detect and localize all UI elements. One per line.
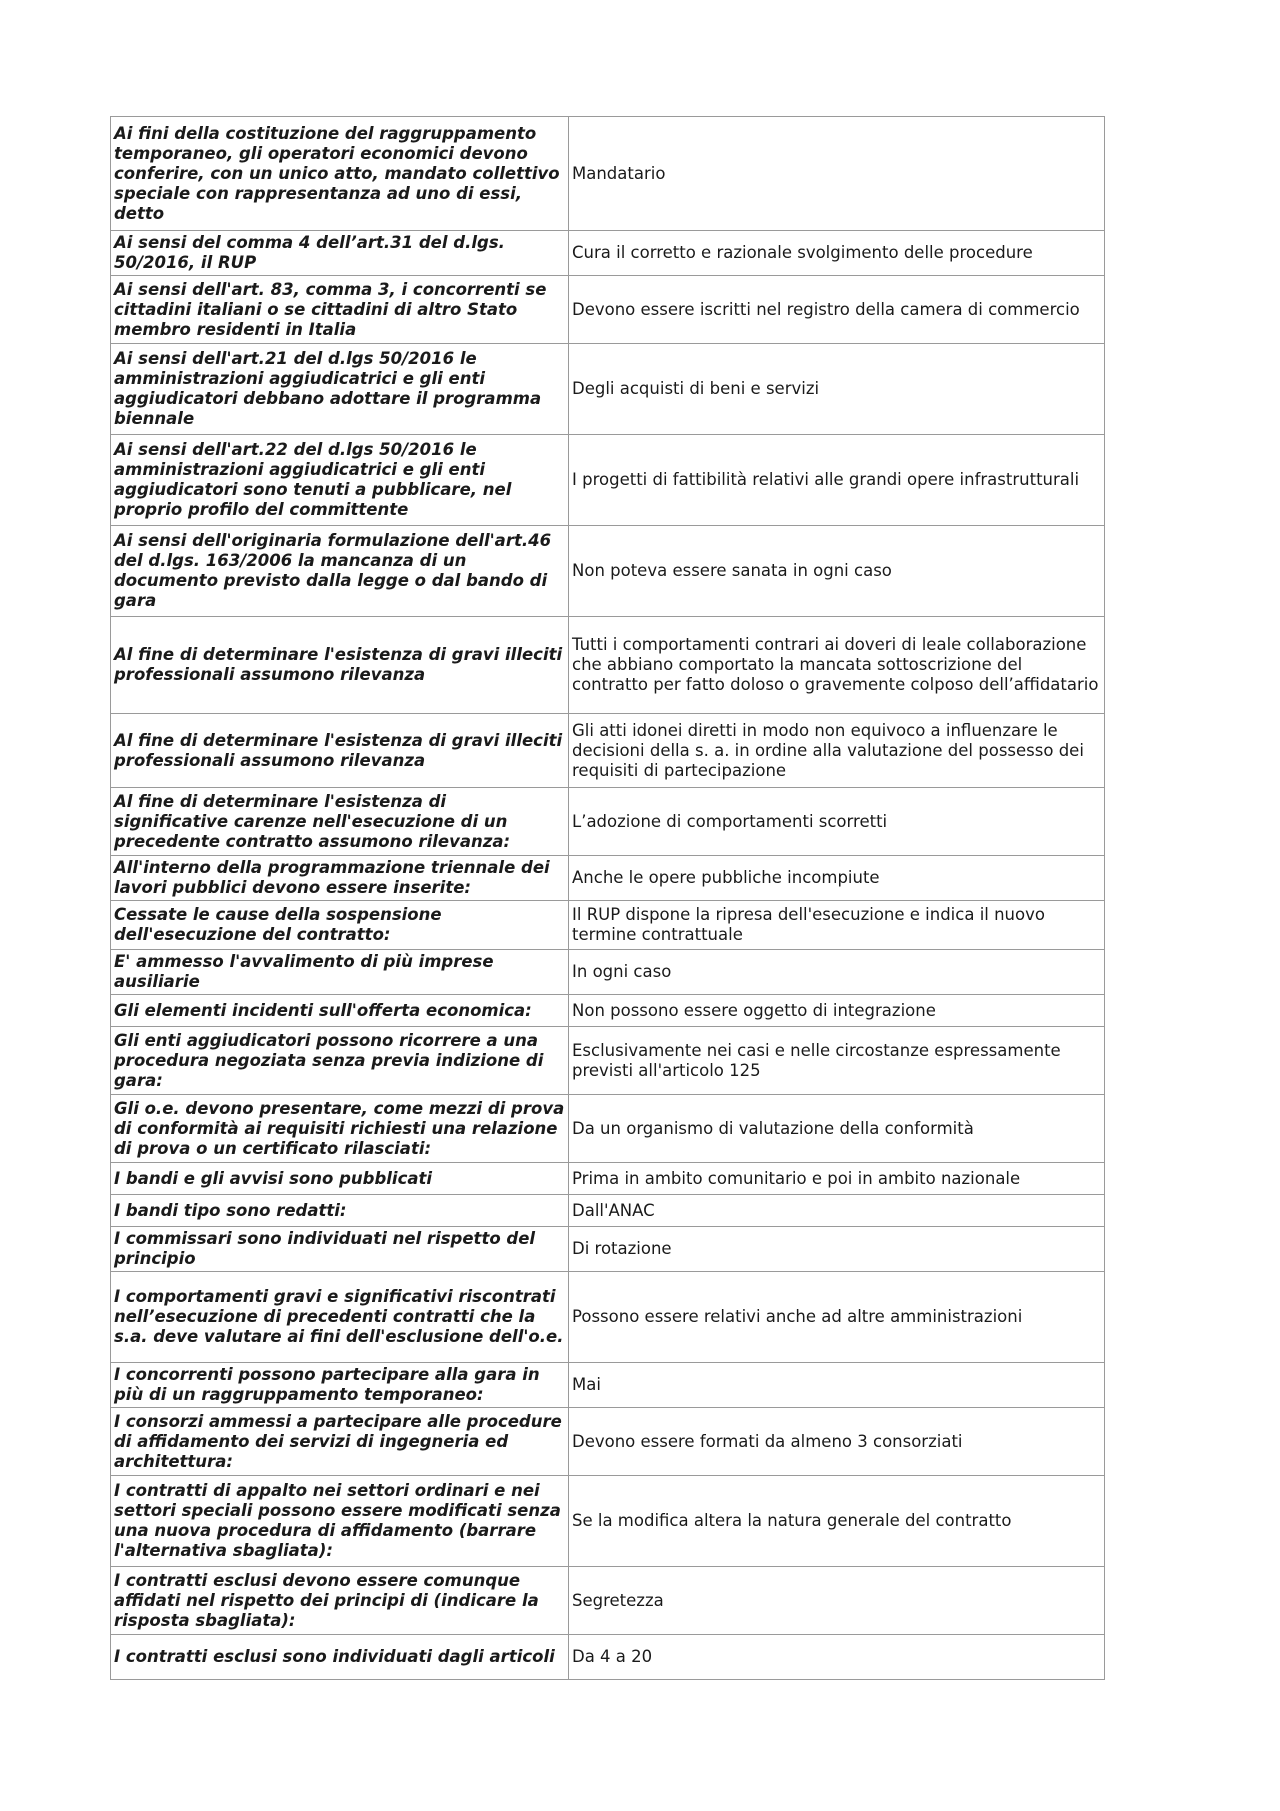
table-row: [111, 526, 1105, 617]
answer-cell: Devono essere formati da almeno 3 consorziati: [569, 1408, 1105, 1476]
answer-cell: Il RUP dispone la ripresa dell'esecuzione e indica il nuovo termine contrattuale: [569, 901, 1105, 950]
question-cell: I comportamenti gravi e significativi riscontrati nell’esecuzione di precedenti contratti che la s.a. deve valutare ai fini dell'esclusione dell'o.e.: [111, 1272, 569, 1363]
answer-cell: Da 4 a 20: [569, 1635, 1105, 1680]
question-cell: Ai sensi del comma 4 dell’art.31 del d.lgs. 50/2016, il RUP: [111, 231, 569, 276]
table-row: [111, 344, 1105, 435]
table-row: [111, 1195, 1105, 1227]
table-row: [111, 1476, 1105, 1567]
question-cell: Gli enti aggiudicatori possono ricorrere a una procedura negoziata senza previa indizione di gara:: [111, 1027, 569, 1095]
question-cell: Cessate le cause della sospensione dell'esecuzione del contratto:: [111, 901, 569, 950]
question-cell: I consorzi ammessi a partecipare alle procedure di affidamento dei servizi di ingegneria ed architettura:: [111, 1408, 569, 1476]
question-cell: E' ammesso l'avvalimento di più imprese ausiliarie: [111, 950, 569, 995]
question-cell: I commissari sono individuati nel rispetto del principio: [111, 1227, 569, 1272]
question-cell: I bandi e gli avvisi sono pubblicati: [111, 1163, 569, 1195]
question-cell: I concorrenti possono partecipare alla gara in più di un raggruppamento temporaneo:: [111, 1363, 569, 1408]
question-cell: Ai sensi dell'originaria formulazione dell'art.46 del d.lgs. 163/2006 la mancanza di un documento previsto dalla legge o dal bando di gara: [111, 526, 569, 617]
answer-cell: L’adozione di comportamenti scorretti: [569, 788, 1105, 856]
table-row: [111, 1408, 1105, 1476]
table-row: [111, 950, 1105, 995]
table-row: [111, 1163, 1105, 1195]
question-cell: Gli elementi incidenti sull'offerta economica:: [111, 995, 569, 1027]
answer-cell: Se la modifica altera la natura generale del contratto: [569, 1476, 1105, 1567]
table-row: [111, 856, 1105, 901]
answer-cell: Devono essere iscritti nel registro della camera di commercio: [569, 276, 1105, 344]
table-row: [111, 1567, 1105, 1635]
answer-cell: Di rotazione: [569, 1227, 1105, 1272]
question-cell: I contratti esclusi devono essere comunque affidati nel rispetto dei principi di (indicare la risposta sbagliata):: [111, 1567, 569, 1635]
qa-table-body: [111, 117, 1105, 1680]
table-row: [111, 1272, 1105, 1363]
question-cell: Ai sensi dell'art. 83, comma 3, i concorrenti se cittadini italiani o se cittadini di altro Stato membro residenti in Italia: [111, 276, 569, 344]
answer-cell: Cura il corretto e razionale svolgimento delle procedure: [569, 231, 1105, 276]
table-row: [111, 276, 1105, 344]
question-cell: I contratti di appalto nei settori ordinari e nei settori speciali possono essere modificati senza una nuova procedura di affidamento (barrare l'alternativa sbagliata):: [111, 1476, 569, 1567]
table-row: [111, 1095, 1105, 1163]
table-row: [111, 435, 1105, 526]
answer-cell: Non poteva essere sanata in ogni caso: [569, 526, 1105, 617]
answer-cell: Segretezza: [569, 1567, 1105, 1635]
question-cell: Ai sensi dell'art.21 del d.lgs 50/2016 le amministrazioni aggiudicatrici e gli enti aggiudicatori debbano adottare il programma biennale: [111, 344, 569, 435]
answer-cell: Possono essere relativi anche ad altre amministrazioni: [569, 1272, 1105, 1363]
table-row: [111, 714, 1105, 788]
answer-cell: Anche le opere pubbliche incompiute: [569, 856, 1105, 901]
table-row: [111, 901, 1105, 950]
question-cell: Al fine di determinare l'esistenza di gravi illeciti professionali assumono rilevanza: [111, 714, 569, 788]
table-row: [111, 788, 1105, 856]
answer-cell: In ogni caso: [569, 950, 1105, 995]
question-cell: Gli o.e. devono presentare, come mezzi di prova di conformità ai requisiti richiesti una relazione di prova o un certificato rilasciati:: [111, 1095, 569, 1163]
table-row: [111, 1363, 1105, 1408]
table-row: [111, 231, 1105, 276]
table-row: [111, 1027, 1105, 1095]
answer-cell: Dall'ANAC: [569, 1195, 1105, 1227]
question-cell: Ai fini della costituzione del raggruppamento temporaneo, gli operatori economici devono conferire, con un unico atto, mandato collettivo speciale con rappresentanza ad uno di essi, detto: [111, 117, 569, 231]
table-row: [111, 617, 1105, 714]
qa-table: [110, 116, 1105, 1680]
answer-cell: Mandatario: [569, 117, 1105, 231]
answer-cell: Gli atti idonei diretti in modo non equivoco a influenzare le decisioni della s. a. in ordine alla valutazione del possesso dei requisiti di partecipazione: [569, 714, 1105, 788]
question-cell: Al fine di determinare l'esistenza di gravi illeciti professionali assumono rilevanza: [111, 617, 569, 714]
table-row: [111, 995, 1105, 1027]
question-cell: I bandi tipo sono redatti:: [111, 1195, 569, 1227]
answer-cell: Degli acquisti di beni e servizi: [569, 344, 1105, 435]
table-row: [111, 117, 1105, 231]
question-cell: I contratti esclusi sono individuati dagli articoli: [111, 1635, 569, 1680]
table-row: [111, 1635, 1105, 1680]
answer-cell: Prima in ambito comunitario e poi in ambito nazionale: [569, 1163, 1105, 1195]
answer-cell: Non possono essere oggetto di integrazione: [569, 995, 1105, 1027]
answer-cell: Esclusivamente nei casi e nelle circostanze espressamente previsti all'articolo 125: [569, 1027, 1105, 1095]
answer-cell: Tutti i comportamenti contrari ai doveri di leale collaborazione che abbiano comportato la mancata sottoscrizione del contratto per fatto doloso o gravemente colposo dell’affidatario: [569, 617, 1105, 714]
answer-cell: Da un organismo di valutazione della conformità: [569, 1095, 1105, 1163]
question-cell: Ai sensi dell'art.22 del d.lgs 50/2016 le amministrazioni aggiudicatrici e gli enti aggiudicatori sono tenuti a pubblicare, nel proprio profilo del committente: [111, 435, 569, 526]
answer-cell: Mai: [569, 1363, 1105, 1408]
table-row: [111, 1227, 1105, 1272]
question-cell: Al fine di determinare l'esistenza di significative carenze nell'esecuzione di un precedente contratto assumono rilevanza:: [111, 788, 569, 856]
question-cell: All'interno della programmazione triennale dei lavori pubblici devono essere inserite:: [111, 856, 569, 901]
answer-cell: I progetti di fattibilità relativi alle grandi opere infrastrutturali: [569, 435, 1105, 526]
